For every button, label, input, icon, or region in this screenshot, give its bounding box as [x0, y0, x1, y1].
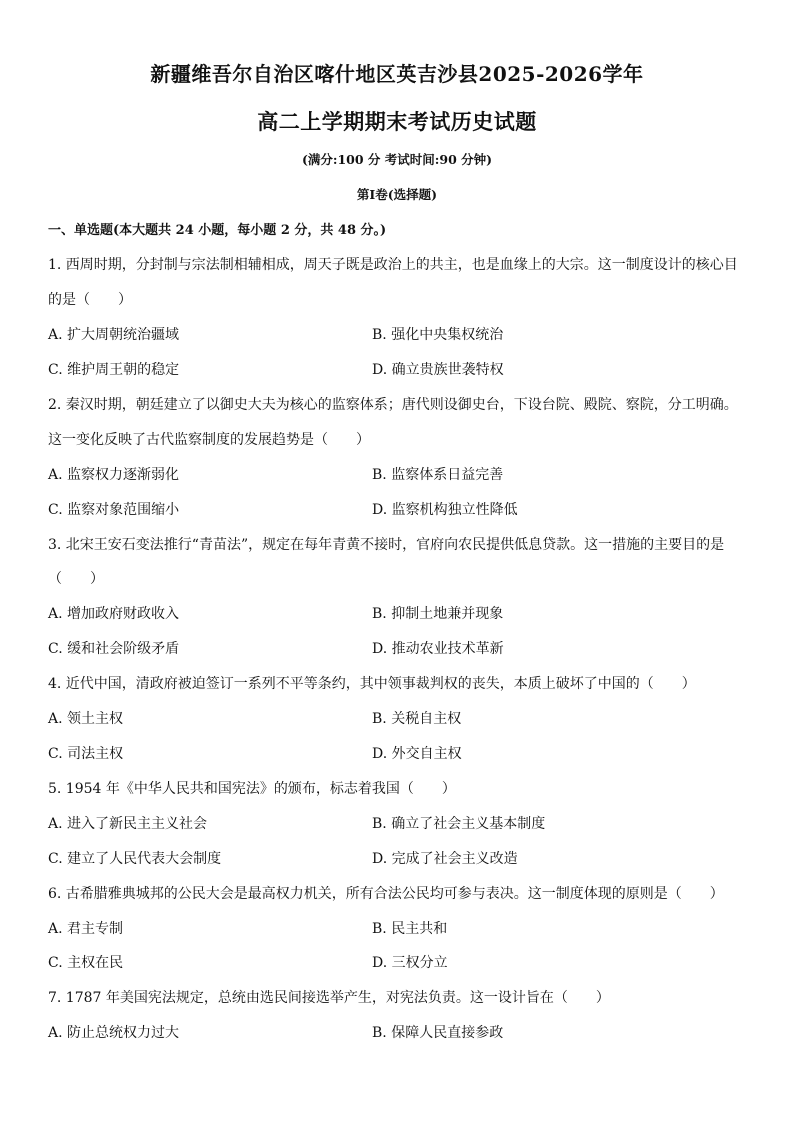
question-4-option-b: B. 关税自主权: [372, 711, 462, 727]
section-heading: 一、单选题(本大题共 24 小题，每小题 2 分，共 48 分。): [48, 223, 387, 238]
question-2-option-a: A. 监察权力逐渐弱化: [48, 467, 180, 483]
question-1-stem-line2: 的是（ ）: [48, 292, 132, 308]
volume-heading: 第Ⅰ卷(选择题): [356, 187, 438, 202]
question-2-stem-line2: 这一变化反映了古代监察制度的发展趋势是（ ）: [48, 432, 370, 448]
question-6-option-b: B. 民主共和: [372, 921, 448, 937]
question-5-option-c: C. 建立了人民代表大会制度: [48, 851, 222, 867]
question-3-option-d: D. 推动农业技术革新: [372, 641, 504, 657]
question-7-stem-line1: 7. 1787 年美国宪法规定，总统由选民间接选举产生，对宪法负责。这一设计旨在（ ）: [48, 990, 610, 1006]
question-4-option-d: D. 外交自主权: [372, 746, 462, 762]
question-7-option-b: B. 保障人民直接参政: [372, 1025, 504, 1041]
question-3-option-a: A. 增加政府财政收入: [48, 606, 180, 622]
question-3-option-c: C. 缓和社会阶级矛盾: [48, 641, 180, 657]
question-5-stem-line1: 5. 1954 年《中华人民共和国宪法》的颁布，标志着我国（ ）: [48, 781, 456, 797]
question-2-option-c: C. 监察对象范围缩小: [48, 502, 180, 518]
question-7-option-a: A. 防止总统权力过大: [48, 1025, 180, 1041]
question-1-stem-line1: 1. 西周时期，分封制与宗法制相辅相成，周天子既是政治上的共主，也是血缘上的大宗。这一制度设计的核心目: [48, 257, 738, 273]
question-5-option-d: D. 完成了社会主义改造: [372, 851, 518, 867]
question-4-stem-line1: 4. 近代中国，清政府被迫签订一系列不平等条约，其中领事裁判权的丧失，本质上破坏了中国的（ ）: [48, 676, 696, 692]
question-6-option-a: A. 君主专制: [48, 921, 124, 937]
question-3-option-b: B. 抑制土地兼并现象: [372, 606, 504, 622]
question-1-option-d: D. 确立贵族世袭特权: [372, 362, 504, 378]
question-1-option-c: C. 维护周王朝的稳定: [48, 362, 180, 378]
question-1-option-b: B. 强化中央集权统治: [372, 327, 504, 343]
question-6-option-c: C. 主权在民: [48, 955, 124, 971]
exam-info: (满分:100 分 考试时间:90 分钟): [301, 152, 493, 167]
question-3-stem-line2: （ ）: [48, 571, 104, 587]
question-4-option-c: C. 司法主权: [48, 746, 124, 762]
question-5-option-b: B. 确立了社会主义基本制度: [372, 816, 546, 832]
exam-title-line2: 高二上学期期末考试历史试题: [257, 109, 537, 134]
question-3-stem-line1: 3. 北宋王安石变法推行“青苗法”，规定在每年青黄不接时，官府向农民提供低息贷款。这一措施的主要目的是: [48, 537, 725, 553]
question-6-option-d: D. 三权分立: [372, 955, 448, 971]
exam-title-line1: 新疆维吾尔自治区喀什地区英吉沙县2025-2026学年: [150, 62, 644, 86]
question-6-stem-line1: 6. 古希腊雅典城邦的公民大会是最高权力机关，所有合法公民均可参与表决。这一制度体现的原则是（ ）: [48, 886, 724, 902]
question-1-option-a: A. 扩大周朝统治疆域: [48, 327, 180, 343]
question-2-option-b: B. 监察体系日益完善: [372, 467, 504, 483]
question-5-option-a: A. 进入了新民主主义社会: [48, 816, 208, 832]
question-2-option-d: D. 监察机构独立性降低: [372, 502, 518, 518]
question-2-stem-line1: 2. 秦汉时期，朝廷建立了以御史大夫为核心的监察体系；唐代则设御史台，下设台院、殿院、察院，分工明确。: [48, 397, 738, 413]
question-4-option-a: A. 领土主权: [48, 711, 124, 727]
